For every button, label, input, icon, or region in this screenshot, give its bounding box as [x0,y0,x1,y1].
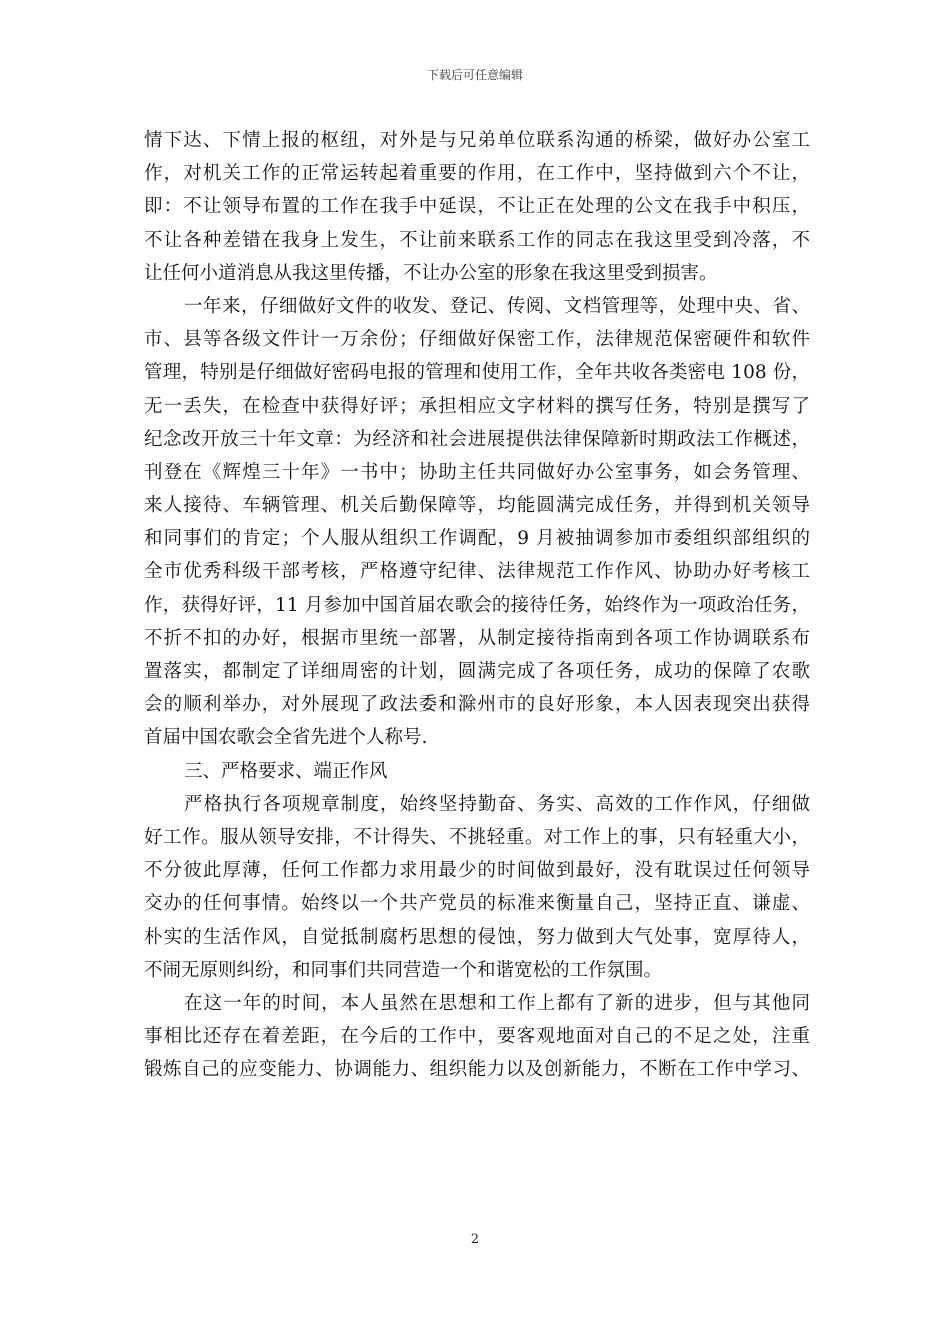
paragraph-conclusion [144,987,810,1087]
text-line: 不让各种差错在我身上发生，不让前来联系工作的同志在我这里受到冷落，不 [144,229,810,251]
paragraph-year-work [144,290,810,755]
text-line: 首届中国农歌会全省先进个人称号. [144,727,428,749]
text-line: 不闹无原则纠纷，和同事们共同营造一个和谐宽松的工作氛围。 [144,959,663,981]
text-line: 市、县等各级文件计一万余份；仔细做好保密工作，法律规范保密硬件和软件 [144,329,810,351]
text-line: 不折不扣的办好，根据市里统一部署，从制定接待指南到各项工作协调联系布 [144,627,810,649]
text-line: 一年来，仔细做好文件的收发、登记、传阅、文档管理等，处理中央、省、 [184,295,810,317]
text-line: 即：不让领导布置的工作在我手中延误，不让正在处理的公文在我手中积压， [144,196,810,218]
text-line: 置落实，都制定了详细周密的计划，圆满完成了各项任务，成功的保障了农歌 [144,661,810,682]
paragraph-duties [144,124,810,290]
text-line: 来人接待、车辆管理、机关后勤保障等，均能圆满完成任务，并得到机关领导 [144,495,810,517]
text-line: 朴实的生活作风，自觉抵制腐朽思想的侵蚀，努力做到大气处事，宽厚待人， [144,926,810,948]
section-heading [144,755,810,788]
text-line: 纪念改开放三十年文章：为经济和社会进展提供法律保障新时期政法工作概述， [144,428,810,450]
text-line: 会的顺利举办，对外展现了政法委和滁州市的良好形象，本人因表现突出获得 [144,694,810,716]
text-line: 在这一年的时间，本人虽然在思想和工作上都有了新的进步，但与其他同 [184,992,810,1014]
text-line: 无一丢失，在检查中获得好评；承担相应文字材料的撰写任务，特别是撰写了 [144,395,810,417]
text-line: 管理，特别是仔细做好密码电报的管理和使用工作，全年共收各类密电 108 份， [144,362,810,384]
text-line: 让任何小道消息从我这里传播，不让办公室的形象在我这里受到损害。 [144,262,718,284]
text-line: 全市优秀科级干部考核，严格遵守纪律、法律规范工作作风、协助办好考核工 [144,561,810,583]
text-line: 交办的任何事情。始终以一个共产党员的标准来衡量自己，坚持正直、谦虚、 [144,893,810,915]
text-line: 情下达、下情上报的枢纽，对外是与兄弟单位联系沟通的桥梁，做好办公室工 [144,130,810,151]
document-body [144,124,810,1086]
text-line: 和同事们的肯定；个人服从组织工作调配，9 月被抽调参加市委组织部组织的 [144,528,810,550]
paragraph-work-style [144,788,810,987]
section-title: 三、严格要求、端正作风 [184,760,388,782]
page-header: 下载后可任意编辑 [426,68,523,82]
text-line: 锻炼自己的应变能力、协调能力、组织能力以及创新能力，不断在工作中学习、 [144,1059,810,1081]
text-line: 好工作。服从领导安排，不计得失、不挑轻重。对工作上的事，只有轻重大小， [144,826,810,848]
text-line: 作，对机关工作的正常运转起着重要的作用，在工作中，坚持做到六个不让， [144,163,810,185]
text-line: 刊登在《辉煌三十年》一书中；协助主任共同做好办公室事务，如会务管理、 [144,461,810,483]
text-line: 事相比还存在着差距，在今后的工作中，要客观地面对自己的不足之处，注重 [144,1026,810,1048]
page-number: 2 [470,1232,480,1247]
text-line: 作，获得好评，11 月参加中国首届农歌会的接待任务，始终作为一项政治任务， [144,594,810,616]
text-line: 严格执行各项规章制度，始终坚持勤奋、务实、高效的工作作风，仔细做 [184,793,810,815]
text-line: 不分彼此厚薄，任何工作都力求用最少的时间做到最好，没有耽误过任何领导 [144,860,810,882]
